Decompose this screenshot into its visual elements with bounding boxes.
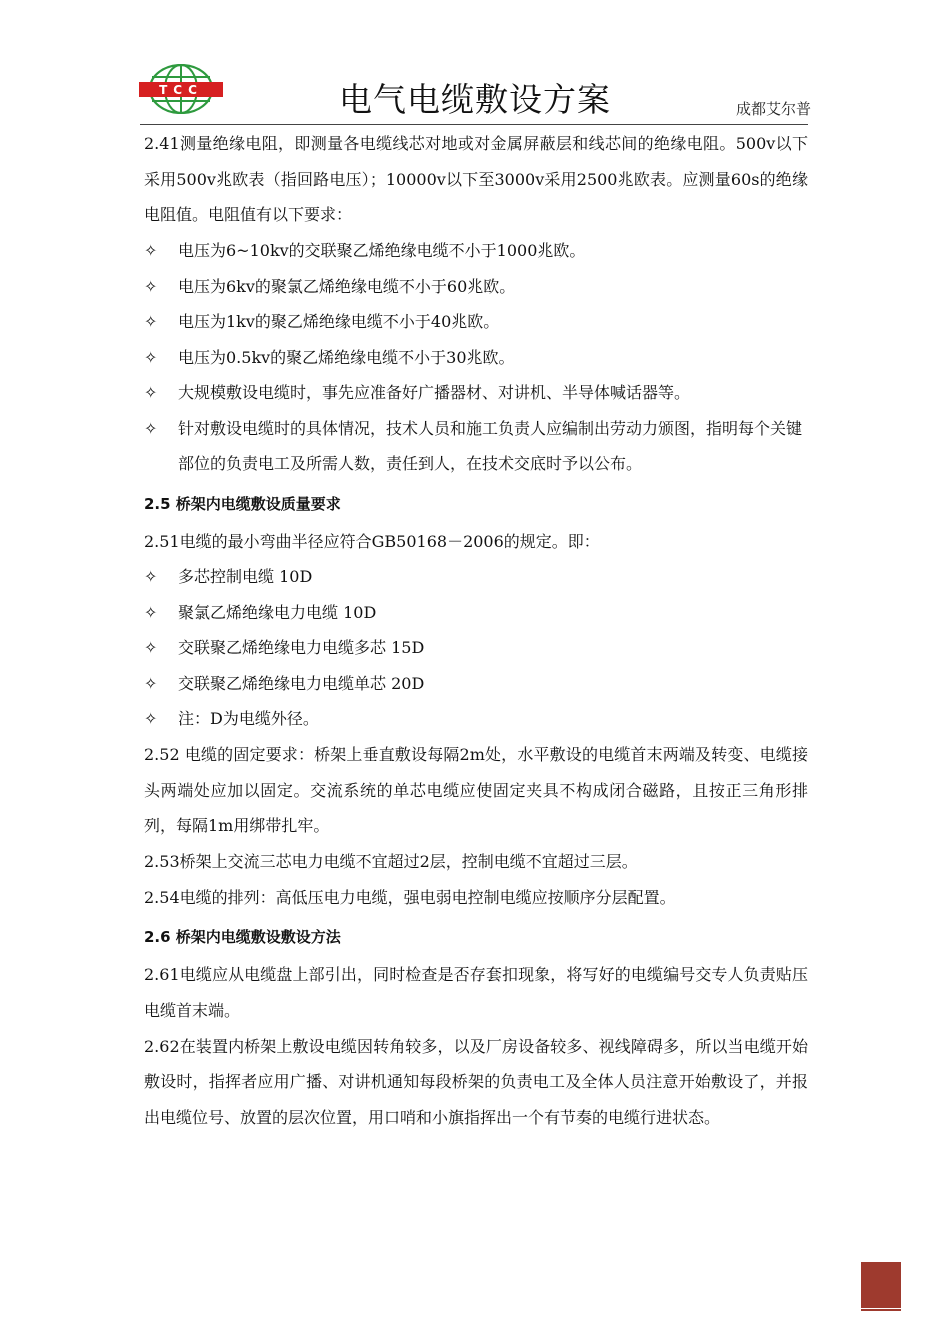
paragraph-2-62: 2.62在装置内桥架上敷设电缆因转角较多，以及厂房设备较多、视线障碍多，所以当电缆开始敷设时，指挥者应用广播、对讲机通知每段桥架的负责电工及全体人员注意开始敷设了，并报出电缆位号、放置的层次位置，用口哨和小旗指挥出一个有节奏的电缆行进状态。 <box>144 1036 808 1128</box>
list-item: ✧ 电压为6kv的聚氯乙烯绝缘电缆不小于60兆欧。 <box>144 269 808 305</box>
list-item: ✧ 电压为0.5kv的聚乙烯绝缘电缆不小于30兆欧。 <box>144 340 808 376</box>
page-corner-badge <box>861 1262 901 1308</box>
section-heading-2-6: 2.6 桥架内电缆敷设敷设方法 <box>144 928 341 947</box>
paragraph-2-51: 2.51电缆的最小弯曲半径应符合GB50168－2006的规定。即： <box>144 531 600 551</box>
bend-radius-list <box>144 559 808 737</box>
bullet-icon: ✧ <box>144 602 158 622</box>
list-item: ✧ 注：D为电缆外径。 <box>144 701 808 737</box>
list-item: ✧ 聚氯乙烯绝缘电力电缆 10D <box>144 595 808 631</box>
list-item: ✧ 电压为1kv的聚乙烯绝缘电缆不小于40兆欧。 <box>144 304 808 340</box>
list-item: ✧ 交联聚乙烯绝缘电力电缆多芯 15D <box>144 630 808 666</box>
bullet-icon: ✧ <box>144 567 158 587</box>
paragraph-2-41: 2.41测量绝缘电阻，即测量各电缆线芯对地或对金属屏蔽层和线芯间的绝缘电阻。500v以下采用500v兆欧表（指回路电压）；10000v以下至3000v采用2500兆欧表。应测量60s的绝缘电阻值。电阻值有以下要求： <box>144 134 808 225</box>
bullet-icon: ✧ <box>144 673 158 693</box>
list-item: ✧ 针对敷设电缆时的具体情况，技术人员和施工负责人应编制出劳动力颁图，指明每个关键部位的负责电工及所需人数，责任到人，在技术交底时予以公布。 <box>144 411 808 482</box>
bullet-icon: ✧ <box>144 276 158 296</box>
paragraph-2-53: 2.53桥架上交流三芯电力电缆不宜超过2层，控制电缆不宜超过三层。 <box>144 851 638 871</box>
list-item: ✧ 大规模敷设电缆时，事先应准备好广播器材、对讲机、半导体喊话器等。 <box>144 375 808 411</box>
bullet-icon: ✧ <box>144 638 158 658</box>
logo-text: TCC <box>159 83 203 97</box>
bullet-icon: ✧ <box>144 347 158 367</box>
list-item: ✧ 交联聚乙烯绝缘电力电缆单芯 20D <box>144 666 808 702</box>
paragraph-2-54: 2.54电缆的排列：高低压电力电缆，强电弱电控制电缆应按顺序分层配置。 <box>144 887 676 907</box>
document-title: 电气电缆敷设方案 <box>339 80 611 119</box>
page-corner-underline <box>861 1309 901 1311</box>
bullet-icon: ✧ <box>144 418 158 438</box>
list-item: ✧ 多芯控制电缆 10D <box>144 559 808 595</box>
bullet-icon: ✧ <box>144 241 158 261</box>
list-item: ✧ 电压为6~10kv的交联聚乙烯绝缘电缆不小于1000兆欧。 <box>144 233 808 269</box>
bullet-icon: ✧ <box>144 383 158 403</box>
paragraph-2-61: 2.61电缆应从电缆盘上部引出，同时检查是否存套扣现象，将写好的电缆编号交专人负责贴压电缆首末端。 <box>144 965 808 1021</box>
resistance-requirements-list <box>144 233 808 482</box>
document-body <box>144 126 808 1136</box>
bullet-icon: ✧ <box>144 709 158 729</box>
bullet-icon: ✧ <box>144 312 158 332</box>
company-name: 成都艾尔普 <box>736 100 812 118</box>
section-heading-2-5: 2.5 桥架内电缆敷设质量要求 <box>144 494 341 513</box>
header-divider <box>140 124 808 125</box>
page-header <box>0 0 950 128</box>
paragraph-2-52: 2.52 电缆的固定要求：桥架上垂直敷设每隔2m处，水平敷设的电缆首末两端及转变、电缆接头两端处应加以固定。交流系统的单芯电缆应使固定夹具不构成闭合磁路，且按正三角形排列，每隔1m用绑带扎牢。 <box>144 744 808 836</box>
